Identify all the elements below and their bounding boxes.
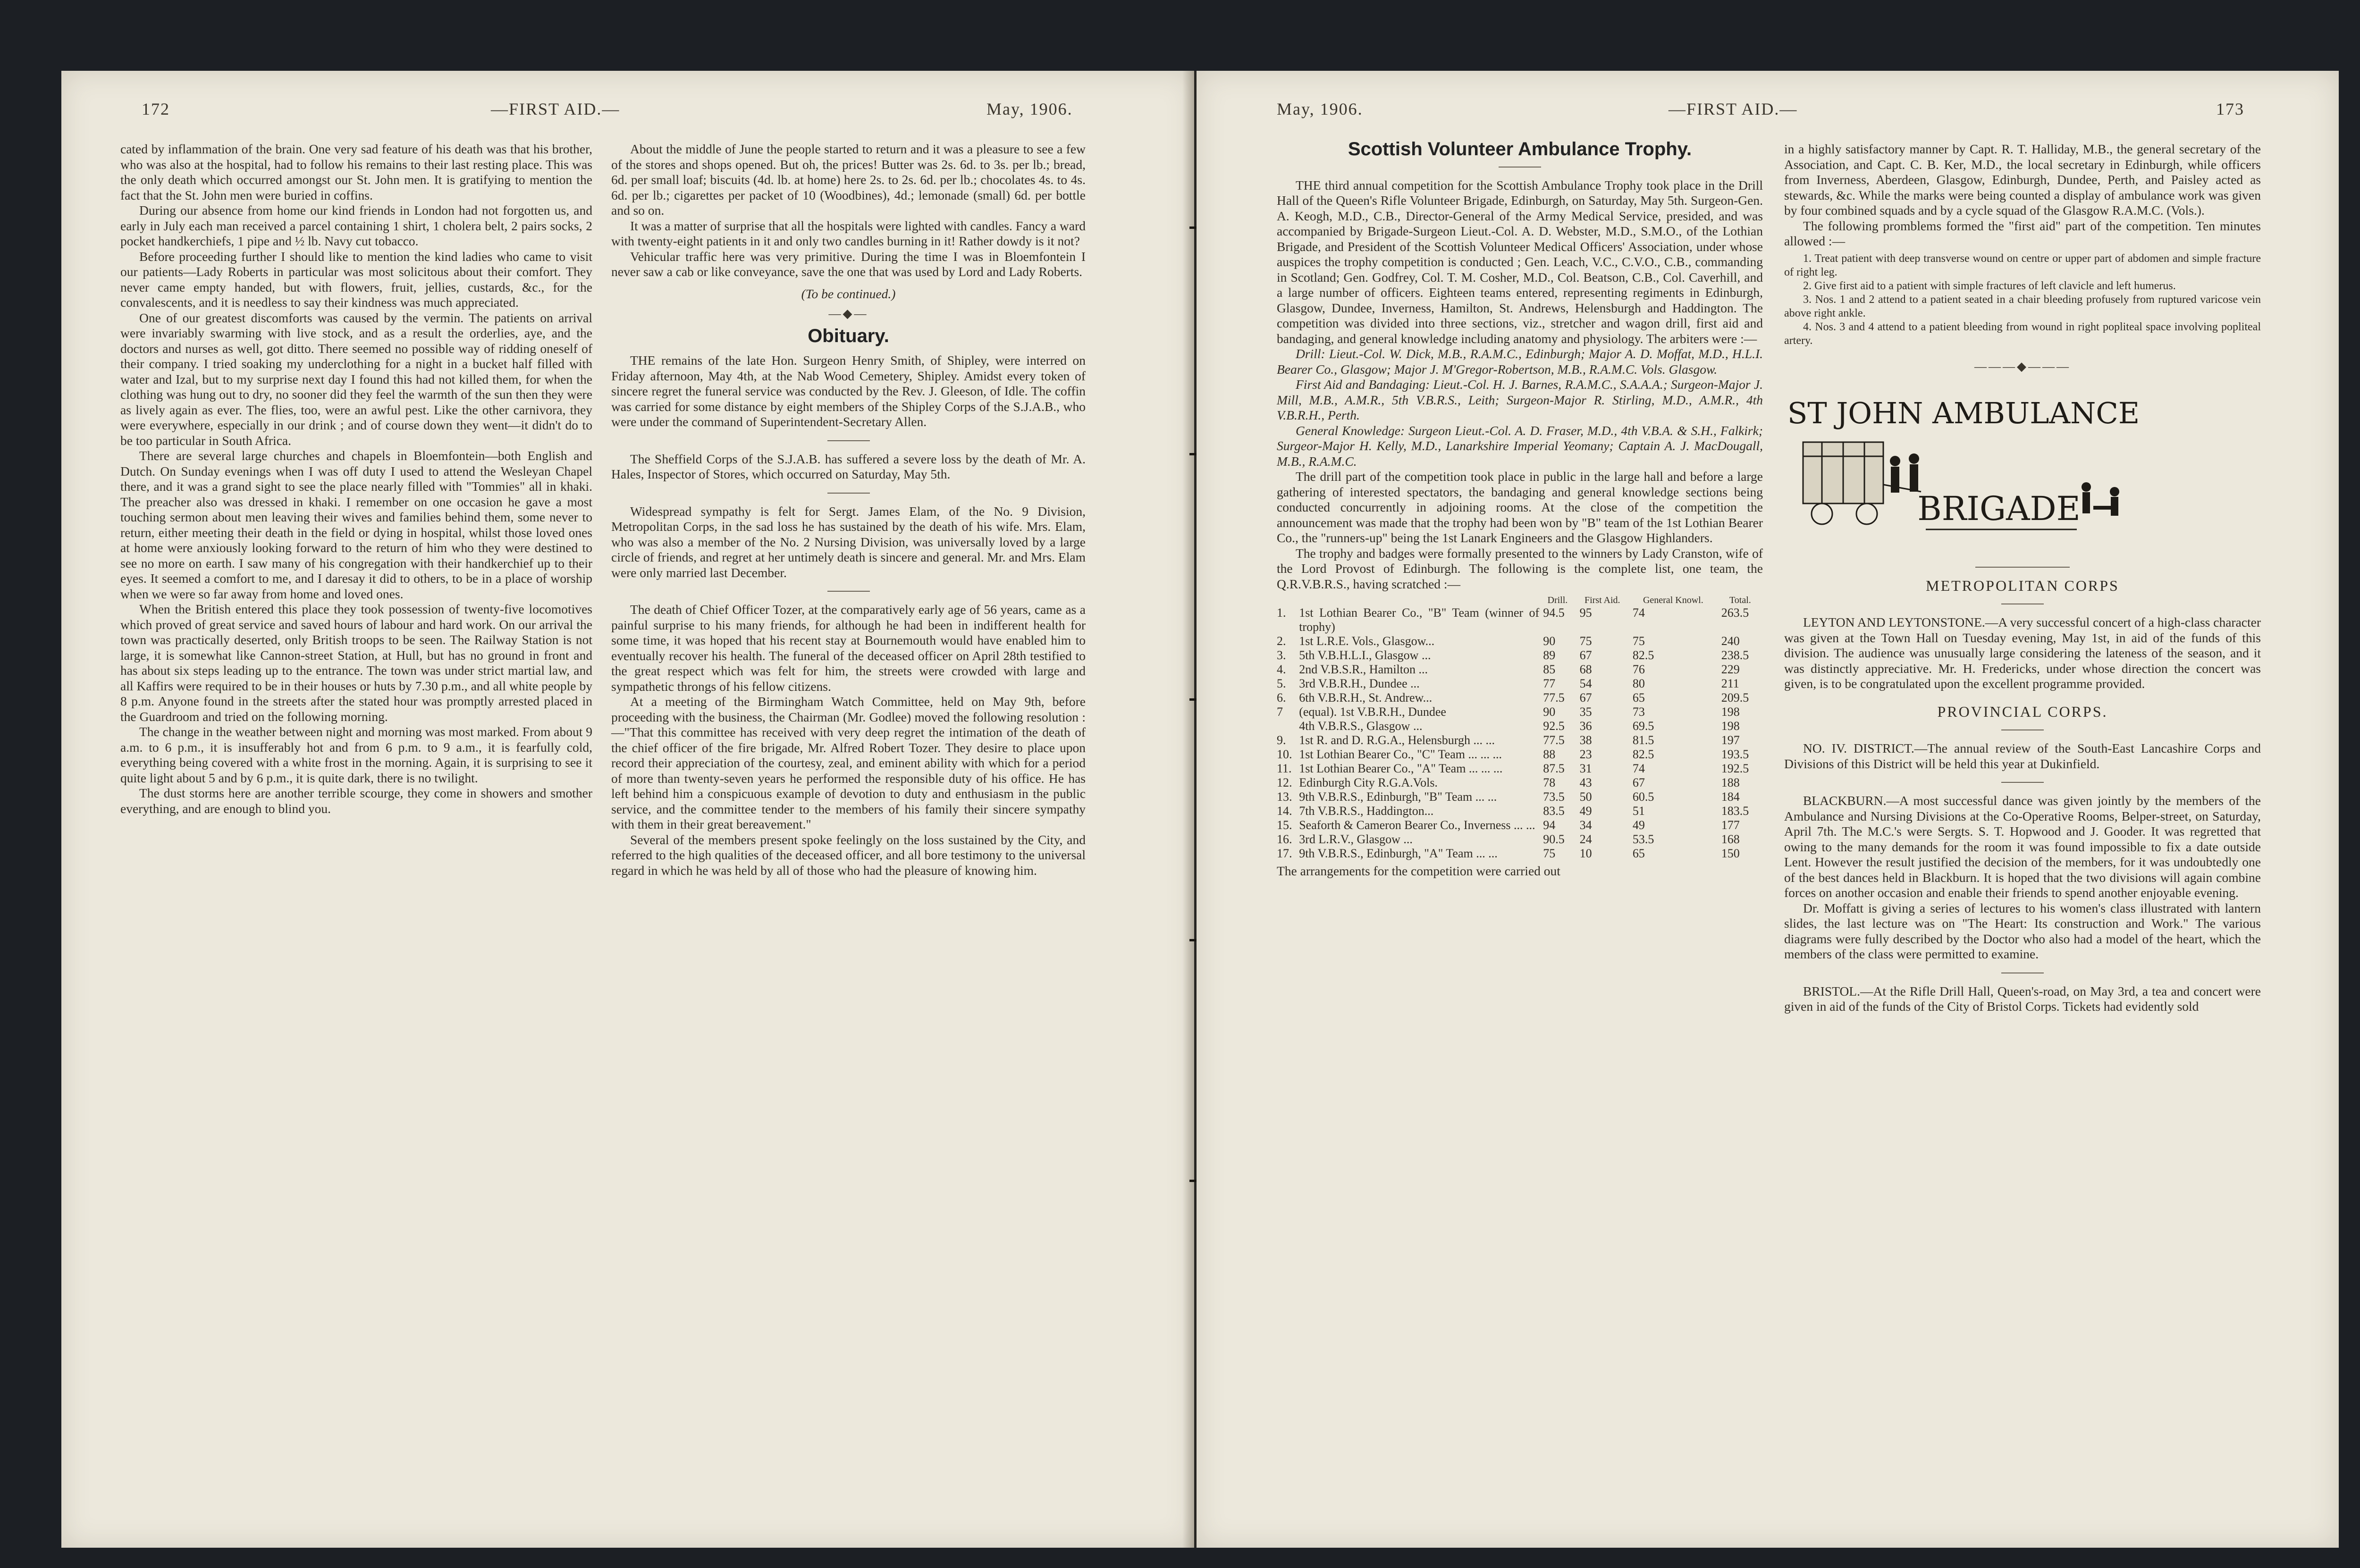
section-rule [827,493,870,494]
paragraph: The trophy and badges were formally presented to the winners by Lady Cranston, wife of the Lord Provost of Edinburgh. The following is the complete list, one team, the Q.R.V.B.R.S., having scratched :— [1277,545,1763,591]
total-score: 240 [1721,634,1740,648]
col-header-first-aid: First Aid. [1584,595,1620,605]
paragraph: One of our greatest discomforts was caused by the vermin. The patients on arrival were invariably swarming with live stock, and as a result the orderlies, aye, and the doctors and nurses as well, got ditto. There seemed no possible way of ridding oneself of their company. I tried soaking my underclothing for a night in a bucket half filled with water and Izal, but to my surprise next day I found this had not killed them, for when the clothing was hung out to dry, no sooner did they feel the warmth of the sun then they were as lively again as ever. The flies, too, were an awful pest. Like the other carnivora, they were everywhere, especially in our drink ; and of course down they went—it didn't do to be too particular in South Africa. [120,310,592,448]
row-number: 9. [1277,733,1286,747]
paragraph: The following promblems formed the "first aid" part of the competition. Ten minutes allowed :— [1784,218,2261,248]
team-name: Seaforth & Cameron Bearer Co., Inverness ... ... [1299,818,1535,832]
total-score: 168 [1721,832,1740,846]
table-row [1277,776,1763,790]
left-column-2 [611,142,1086,878]
total-score: 184 [1721,790,1740,804]
ornament-divider: —◆— [828,307,868,320]
table-row [1277,832,1763,847]
team-name: 1st L.R.E. Vols., Glasgow... [1299,634,1435,648]
left-page [61,71,1194,1548]
team-name: 7th V.B.R.S., Haddington... [1299,804,1434,818]
row-number: 7 [1277,705,1283,719]
team-name: Edinburgh City R.G.A.Vols. [1299,776,1438,789]
paragraph: It was a matter of surprise that all the hospitals were lighted with candles. Fancy a ward with twenty-eight patients in it and only two candles burning in it! Rather dowdy is it not? [611,218,1086,248]
table-row [1277,705,1763,719]
table-row [1277,606,1763,634]
to-be-continued: (To be continued.) [801,286,896,301]
first-aid-score: 68 [1579,662,1592,676]
general-knowledge-score: 65 [1632,691,1645,704]
general-knowledge-score: 69.5 [1632,719,1654,733]
row-number: 14. [1277,804,1292,818]
first-aid-score: 31 [1579,762,1592,775]
ambulance-wagon-icon [1803,442,1921,524]
section-rule [2001,729,2044,730]
general-knowledge-score: 49 [1632,818,1645,832]
total-score: 198 [1721,719,1740,733]
drill-score: 85 [1543,662,1556,676]
table-row [1277,762,1763,776]
paragraph: THE remains of the late Hon. Surgeon Henry Smith, of Shipley, were interred on Friday afternoon, May 4th, at the Nab Wood Cemetery, Shipley. Amidst every token of sincere regret the funeral service was conducted by the Rev. J. Gleeson, of Idle. The coffin was carried for some distance by eight members of the Shipley Corps of the S.J.A.B., who were under the command of Superintendent-Secretary Allen. [611,353,1086,429]
first-aid-score: 67 [1579,691,1592,704]
drill-score: 92.5 [1543,719,1565,733]
table-row [1277,804,1763,818]
left-running-title: —FIRST AID.— [491,100,620,118]
general-knowledge-score: 81.5 [1632,733,1654,747]
list-item: 3. Nos. 1 and 2 attend to a patient seated in a chair bleeding profusely from ruptured varicose vein above right ankle. [1784,293,2261,319]
first-aid-score: 95 [1579,606,1592,620]
drill-score: 77.5 [1543,733,1565,747]
paragraph: cated by inflammation of the brain. One very sad feature of his death was that his brother, who was also at the hospital, had to follow his remains to their last resting place. This was the only death which occurred amongst our St. John men. It is gratifying to mention the fact that the St. John men were buried in coffins. [120,142,592,202]
team-name: 1st Lothian Bearer Co., "B" Team (winner of trophy) [1299,606,1540,634]
general-knowledge-score: 74 [1632,762,1645,775]
first-aid-score: 24 [1579,832,1592,846]
team-name: 9th V.B.R.S., Edinburgh, "B" Team ... ... [1299,790,1497,804]
paragraph: NO. IV. DISTRICT.—The annual review of the South-East Lancashire Corps and Divisions of this District will be held this year at Dukinfield. [1784,741,2261,771]
row-number: 13. [1277,790,1292,804]
col-header-total: Total. [1729,595,1751,605]
first-aid-score: 54 [1579,677,1592,690]
drill-score: 94 [1543,818,1556,832]
paragraph: LEYTON AND LEYTONSTONE.—A very successful concert of a high-class character was given at the Town Hall on Tuesday evening, May 1st, in aid of the funds of this division. The audience was unusually large considering the lateness of the season, and it was distinctly appreciative. Mr. H. Fredericks, under whose direction the concert was given, is to be congratulated upon the excellent programme provided. [1784,615,2261,691]
general-knowledge-score: 67 [1632,776,1645,789]
list-item: 4. Nos. 3 and 4 attend to a patient bleeding from wound in right popliteal space involving popliteal artery. [1784,320,2261,347]
drill-score: 78 [1543,776,1556,789]
left-column-1 [120,142,592,816]
row-number: 11. [1277,762,1292,775]
drill-score: 75 [1543,847,1556,860]
general-knowledge-score: 73 [1632,705,1645,719]
team-name: 1st Lothian Bearer Co., "C" Team ... ... ... [1299,747,1502,761]
col-header-general: General Knowl. [1643,595,1703,605]
section-rule [1499,167,1541,168]
total-score: 229 [1721,662,1740,676]
team-name: 2nd V.B.S.R., Hamilton ... [1299,662,1428,676]
row-number: 2. [1277,634,1286,648]
team-name: 9th V.B.R.S., Edinburgh, "A" Team ... ... [1299,847,1498,860]
team-name: 5th V.B.H.L.I., Glasgow ... [1299,648,1431,662]
section-rule [827,440,870,441]
logo-title-bottom: BRIGADE [1917,489,2081,528]
drill-score: 90 [1543,705,1556,719]
table-row [1277,818,1763,832]
general-knowledge-score: 51 [1632,804,1645,818]
first-aid-score: 35 [1579,705,1592,719]
obituary-heading: Obituary. [808,325,889,346]
right-page-number: 173 [2216,100,2244,118]
right-running-title: —FIRST AID.— [1669,100,1798,118]
total-score: 183.5 [1721,804,1749,818]
first-aid-score: 23 [1579,747,1592,761]
drill-score: 90.5 [1543,832,1565,846]
paragraph: The dust storms here are another terrible scourge, they come in showers and smother everything, and are enough to blind you. [120,786,592,816]
paragraph: Dr. Moffatt is giving a series of lectures to his women's class illustrated with lantern slides, the last lecture was on "The Heart: Its construction and Work." The various diagrams were fully described by the Doctor who also had a model of the heart, which the members of the class were permitted to examine. [1784,900,2261,961]
general-knowledge-score: 60.5 [1632,790,1654,804]
first-aid-score: 50 [1579,790,1592,804]
provincial-heading: PROVINCIAL CORPS. [1937,703,2108,720]
row-number: 3. [1277,648,1286,662]
paragraph: During our absence from home our kind friends in London had not forgotten us, and early in July each man received a parcel containing 1 shirt, 1 cholera belt, 2 pairs socks, 2 pocket handkerchiefs, 1 pipe and ½ lb. Navy cut tobacco. [120,203,592,248]
trophy-heading: Scottish Volunteer Ambulance Trophy. [1348,139,1692,159]
general-knowledge-score: 82.5 [1632,747,1654,761]
paragraph: The arrangements for the competition were carried out [1277,864,1560,878]
general-knowledge-score: 76 [1632,662,1645,676]
table-row [1277,747,1763,762]
paragraph: in a highly satisfactory manner by Capt. R. T. Halliday, M.B., the general secretary of the Association, and Capt. C. B. Ker, M.D., the local secretary in Edinburgh, while officers from Inverness, Aberdeen, Glasgow, Edinburgh, Dundee, Perth, and Paisley acted as stewards, &c. While the marks were being counted a display of ambulance work was given by four combined squads and by a cycle squad of the Glasgow R.A.M.C. (Vols.). [1784,142,2261,218]
row-number [1277,719,1296,733]
general-knowledge-score: 75 [1632,634,1645,648]
first-aid-score: 36 [1579,719,1592,733]
paragraph: The Sheffield Corps of the S.J.A.B. has suffered a severe loss by the death of Mr. A. Hales, Inspector of Stores, which occurred on Saturday, May 5th. [611,451,1086,481]
left-page-date: May, 1906. [986,100,1073,118]
paragraph: When the British entered this place they took possession of twenty-five locomotives which proved of great service and saved hours of labour and hard work. On our arrival the town was practically deserted, only British troops to be seen. The Railway Station is not large, it is somewhat like Cannon-street Station, at Hull, but has no ground in front and has about six steps leading up to the entrance. The town was under strict martial law, and all Kaffirs were required to be in their houses or huts by 7.30 p.m., and all white people by 8 p.m. Anyone found in the streets after the stated hour was promptly arrested placed in the Guardroom and tried on the following morning. [120,602,592,724]
right-column-2 [1784,142,2261,1015]
col-header-drill: Drill. [1547,595,1568,605]
first-aid-score: 10 [1579,847,1592,860]
first-aid-score: 38 [1579,733,1592,747]
first-aid-score: 34 [1579,818,1592,832]
table-row [1277,790,1763,804]
table-row [1277,691,1763,705]
table-header-row [1277,595,1763,606]
row-number: 12. [1277,776,1292,789]
row-number: 15. [1277,818,1292,832]
total-score: 193.5 [1721,747,1749,761]
team-name: 3rd L.R.V., Glasgow ... [1299,832,1413,846]
section-rule [1975,567,2070,568]
total-score: 263.5 [1721,606,1749,620]
problems-list [1784,252,2261,348]
row-number: 4. [1277,662,1286,676]
first-aid-score: 49 [1579,804,1592,818]
table-row [1277,719,1763,733]
paragraph: Widespread sympathy is felt for Sergt. James Elam, of the No. 9 Division, Metropolitan Corps, in the sad loss he has sustained by the death of his wife. Mrs. Elam, who was also a member of the No. 2 Nursing Division, was universally loved by a large circle of friends, and regret at her untimely death is sincere and general. Mr. and Mrs. Elam were only married last December. [611,503,1086,580]
general-knowledge-score: 53.5 [1632,832,1654,846]
drill-score: 77.5 [1543,691,1565,704]
team-name: 6th V.B.R.H., St. Andrew... [1299,691,1433,704]
row-number: 16. [1277,832,1292,846]
list-item: 1. Treat patient with deep transverse wound on centre or upper part of abdomen and simple fracture of right leg. [1784,252,2261,278]
paragraph: First Aid and Bandaging: Lieut.-Col. H. J. Barnes, R.A.M.C., S.A.A.A.; Surgeon-Major J. Mill, M.B., A.M.R., 5th V.B.R.S., Leith; Surgeon-Major R. Stirling, M.D., A.M.R., 4th V.B.R.H., Perth. [1277,377,1763,422]
table-row [1277,662,1763,677]
drill-score: 89 [1543,648,1556,662]
right-column-1 [1277,139,1763,879]
paragraph: The drill part of the competition took place in public in the large hall and before a large gathering of interested spectators, the bandaging and general knowledge sections being conducted concurrently in adjoining rooms. At the close of the competition the announcement was made that the trophy had been won by "B" team of the 1st Lothian Bearer Co., the "runners-up" being the 1st Lanark Engineers and the Glasgow Highlanders. [1277,469,1763,545]
paragraph: The change in the weather between night and morning was most marked. From about 9 a.m. to 6 p.m., it is insufferably hot and from 6 p.m. to 9 a.m., it is fearfully cold, everything being covered with a white frost in the morning. Again, it is surprising to see it quite light about 5 and by 6 p.m., it is quite dark, there is no twilight. [120,724,592,785]
paragraph: Before proceeding further I should like to mention the kind ladies who came to visit our patients—Lady Roberts in particular was most solicitous about their comfort. They never came empty handed, but with flowers, fruit, jellies, custards, &c., for the convalescents, and it is needless to say their kindness was much appreciated. [120,249,592,310]
total-score: 211 [1721,677,1739,690]
total-score: 238.5 [1721,648,1749,662]
results-table [1277,595,1763,861]
drill-score: 90 [1543,634,1556,648]
drill-score: 94.5 [1543,606,1565,620]
row-number: 10. [1277,747,1292,761]
section-rule [2001,782,2044,783]
table-row [1277,733,1763,747]
drill-score: 77 [1543,677,1556,690]
row-number: 17. [1277,847,1292,860]
paragraph: Drill: Lieut.-Col. W. Dick, M.B., R.A.M.C., Edinburgh; Major A. D. Moffat, M.D., H.L.I. Bearer Co., Glasgow; Major J. M'Gregor-Robertson, M.B., R.A.M.C. Vols. Glasgow. [1277,346,1763,377]
paragraph: About the middle of June the people started to return and it was a pleasure to see a few of the stores and shops opened. But oh, the prices! Butter was 2s. 6d. to 3s. per lb.; bread, 6d. per small loaf; biscuits (4d. lb. at home) here 2s. to 2s. 6d. per lb.; chocolates 4s. to 4s. 6d. per lb.; cigarettes per packet of 10 (Woodbines), 4d.; lemonade (small) 6d. per bottle and so on. [611,142,1086,218]
right-page [1197,71,2339,1548]
total-score: 177 [1721,818,1740,832]
right-page-date: May, 1906. [1277,100,1363,118]
paragraph: Vehicular traffic here was very primitive. During the time I was in Bloemfontein I never saw a cab or like conveyance, save the one that was used by Lord and Lady Roberts. [611,249,1086,279]
team-name: 1st Lothian Bearer Co., "A" Team ... ... ... [1299,762,1503,775]
first-aid-score: 67 [1579,648,1592,662]
st-john-ambulance-brigade-logo [1784,390,2143,541]
team-name: (equal). 1st V.B.R.H., Dundee [1299,705,1446,719]
general-knowledge-score: 74 [1632,606,1645,620]
table-row [1277,648,1763,662]
first-aid-score: 43 [1579,776,1592,789]
total-score: 197 [1721,733,1740,747]
general-knowledge-score: 65 [1632,847,1645,860]
table-row [1277,634,1763,648]
paragraph: Several of the members present spoke feelingly on the loss sustained by the City, and referred to the high qualities of the deceased officer, and all bore testimony to the universal regard in which he was held by all of those who had the pleasure of knowing him. [611,832,1086,878]
general-knowledge-score: 82.5 [1632,648,1654,662]
paragraph: The death of Chief Officer Tozer, at the comparatively early age of 56 years, came as a painful surprise to his many friends, for although he had been in indifferent health for some time, it was hoped that his recent stay at Bournemouth would have enabled him to eventually recover his health. The funeral of the deceased officer on April 28th testified to the great respect which was felt for him, the streets were crowded with large and sympathetic throngs of his fellow citizens. [611,602,1086,694]
team-name: 3rd V.B.R.H., Dundee ... [1299,677,1420,690]
paragraph: THE third annual competition for the Scottish Ambulance Trophy took place in the Drill Hall of the Queen's Rifle Volunteer Brigade, Edinburgh, on Saturday, May 5th. Surgeon-Gen. A. Keogh, M.D., C.B., Director-General of the Army Medical Service, presided, and was accompanied by Brigade-Surgeon Lieut.-Col. A. D. Webster, M.D., S.M.O., of the Lothian Brigade, and President of the Scottish Volunteer Medical Officers' Association, under whose auspices the trophy competition is conducted ; Gen. Leach, V.C., C.V.O., C.B., commanding in Scotland; Gen. Godfrey, Col. T. M. Cosher, M.D., Col. Beatson, C.B., Col. Caverhill, and a large number of officers. Eighteen teams entered, representing regiments in Edinburgh, Glasgow, Dundee, Inverness, Hamilton, St. Andrews, Helensburgh and Haddington. The competition was divided into three sections, viz., stretcher and wagon drill, first aid and bandaging, and general knowledge including anatomy and physiology. The arbiters were :— [1277,177,1763,346]
drill-score: 87.5 [1543,762,1565,775]
total-score: 188 [1721,776,1740,789]
drill-score: 73.5 [1543,790,1565,804]
paragraph: BLACKBURN.—A most successful dance was given jointly by the members of the Ambulance and Nursing Divisions at the Co-Operative Rooms, Belper-street, on Saturday, April 7th. The M.C.'s were Sergts. S. T. Hopwood and J. Gooder. It was regretted that owing to the many demands for the room it was found impossible to fix a date outside Lent. However the result justified the decision of the members, for it was undoubtedly one of the best dances held in Blackburn. It is hoped that the two divisions will again combine forces on another occasion and enable their friends to spend another enjoyable evening. [1784,793,2261,900]
total-score: 192.5 [1721,762,1749,775]
team-name: 1st R. and D. R.G.A., Helensburgh ... ... [1299,733,1495,747]
logo-title-top: ST JOHN AMBULANCE [1787,396,2140,430]
total-score: 209.5 [1721,691,1749,704]
drill-score: 88 [1543,747,1556,761]
row-number: 6. [1277,691,1286,704]
list-item: 2. Give first aid to a patient with simple fractures of left clavicle and left humerus. [1803,279,2176,292]
paragraph: General Knowledge: Surgeon Lieut.-Col. A. D. Fraser, M.D., 4th V.B.A. & S.H., Falkirk; Surgeor-Major H. Kelly, M.D., Lanarkshire Imperial Yeomany; Captain A. J. MacDougall, M.B., R.A.M.C. [1277,423,1763,469]
paragraph: BRISTOL.—At the Rifle Drill Hall, Queen's-road, on May 3rd, a tea and concert were given in aid of the funds of the City of Bristol Corps. Tickets had evidently sold [1784,983,2261,1014]
general-knowledge-score: 80 [1632,677,1645,690]
section-rule [827,591,870,592]
paragraph: There are several large churches and chapels in Bloemfontein—both English and Dutch. On Sunday evenings when I was off duty I used to attend the Wesleyan Chapel there, and it was a grand sight to see the place nearly filled with "Tommies" all in khaki. The preacher also was dressed in khaki. I remember on one occasion he gave a most touching sermon about men leaving their wives and families behind them, some never to return, either meeting their death in the field or dying in hospital, whilst those loved ones at home were anxiously looking forward to the return of him who they were destined to see no more on earth. I saw many of his congregation with their handkerchief up to their eyes. It seemed a comfort to me, and I daresay it did to others, to be in a place of worship when we were so far away from home and loved ones. [120,448,592,601]
row-number: 5. [1277,677,1286,690]
total-score: 150 [1721,847,1740,860]
team-name: 4th V.B.R.S., Glasgow ... [1299,719,1423,733]
first-aid-score: 75 [1579,634,1592,648]
left-page-number: 172 [142,100,170,118]
metropolitan-heading: METROPOLITAN CORPS [1926,577,2119,594]
results-table-body [1277,606,1763,861]
total-score: 198 [1721,705,1740,719]
paragraph: At a meeting of the Birmingham Watch Committee, held on May 9th, before proceeding with the business, the Chairman (Mr. Godlee) moved the following resolution :—"That this committee has received with very deep regret the intimation of the death of the chief officer of the fire brigade, Mr. Alfred Robert Tozer. They desire to place upon record their appreciation of the courtesy, zeal, and eminent ability with which for a period of more than twenty-seven years he performed the responsible duty of his office. He has left behind him a conspicuous example of devotion to duty and enthusiasm in the public service, and the committee tender to the members of his family their sincere sympathy with them in their great bereavement." [611,694,1086,831]
ornament-divider: ———◆——— [1974,359,2071,373]
drill-score: 83.5 [1543,804,1565,818]
table-row [1277,677,1763,691]
row-number: 1. [1277,606,1286,620]
table-row [1277,847,1763,861]
